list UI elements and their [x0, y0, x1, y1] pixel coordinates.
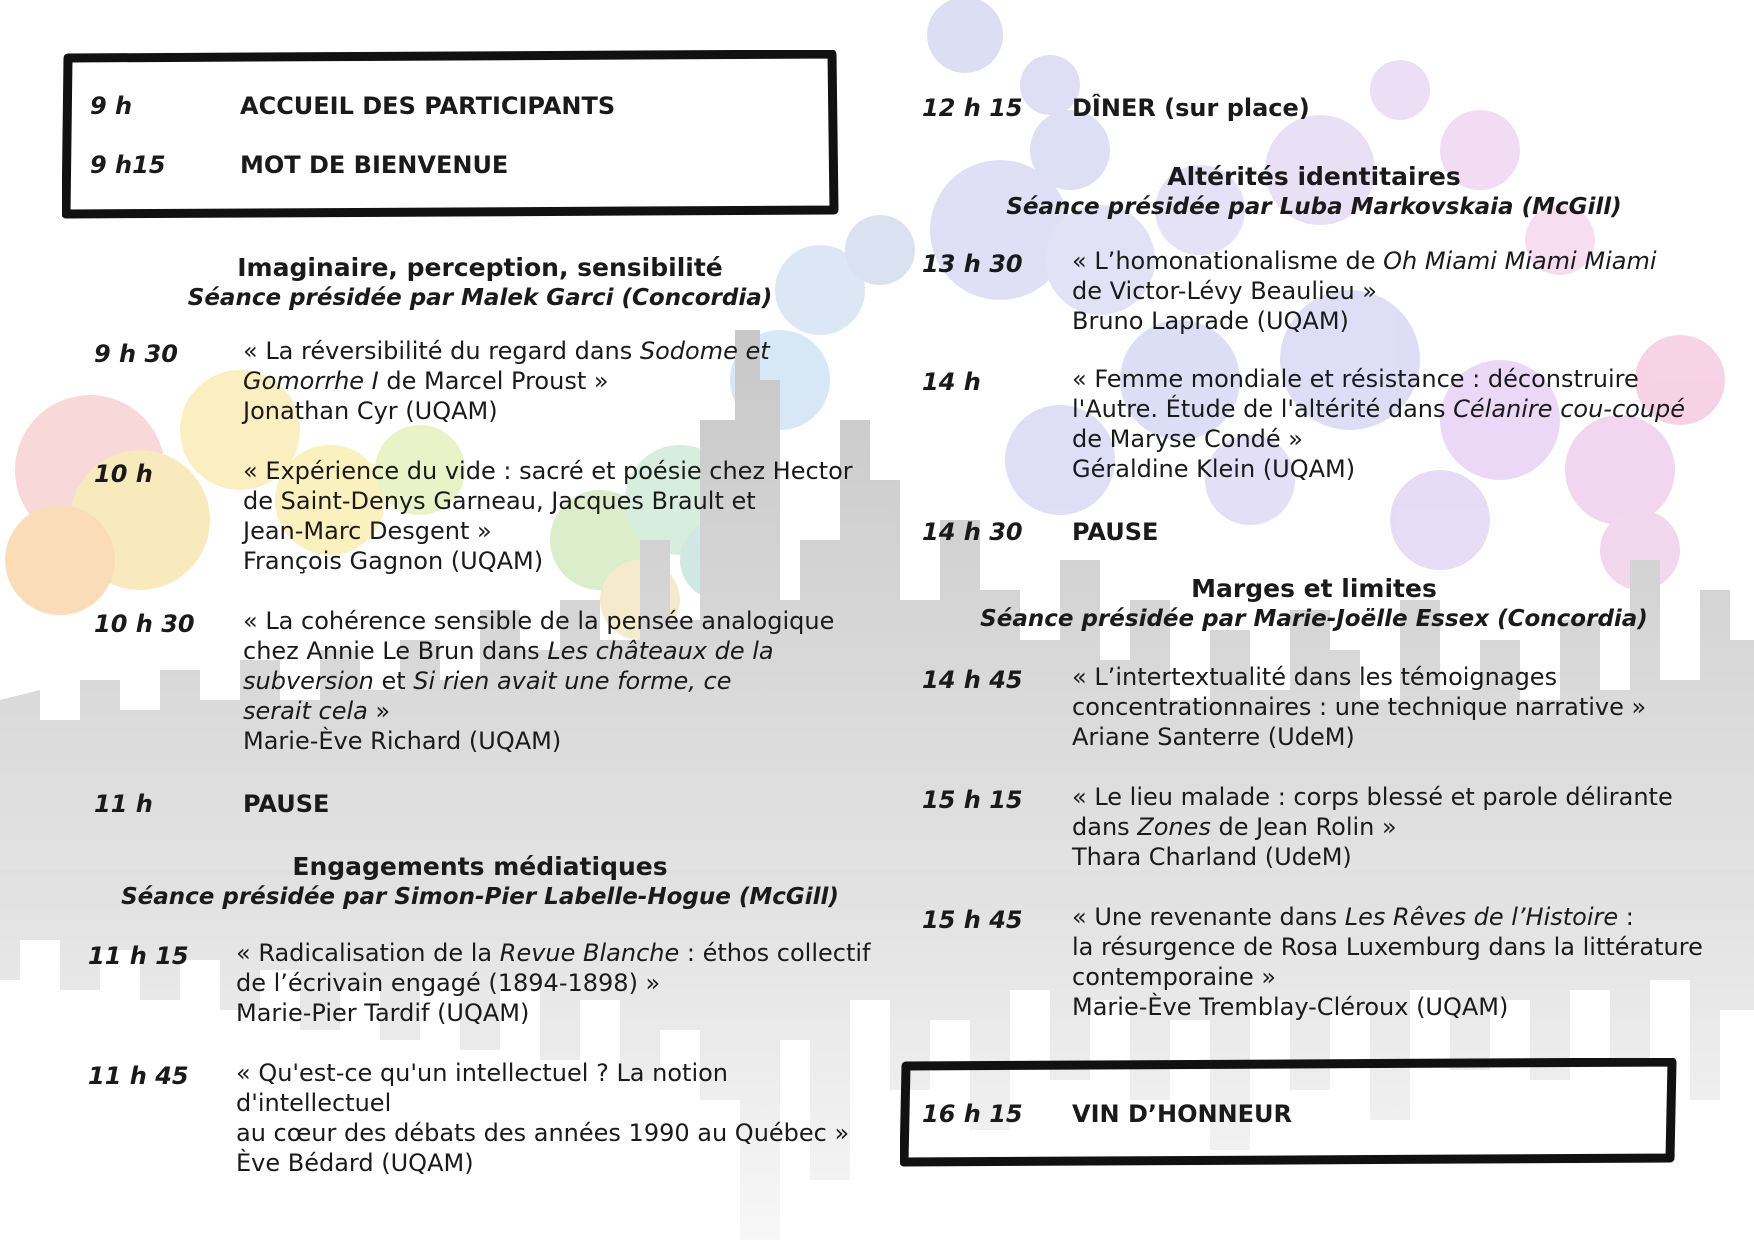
talk-text: « La cohérence sensible de la pensée analogique: [243, 607, 835, 635]
talk-text: l'Autre. Étude de l'altérité dans: [1072, 395, 1454, 423]
talk-line: [1072, 454, 1685, 484]
talk-line: [243, 606, 834, 636]
welcome-label-2: MOT DE BIENVENUE: [240, 151, 509, 179]
talk-text: contemporaine »: [1072, 963, 1277, 991]
talk-text: « Le lieu malade : corps blessé et parole délirante: [1072, 783, 1673, 811]
italic-title-text: Sodome et: [639, 337, 770, 365]
pause-label-1: PAUSE: [243, 790, 330, 818]
session-title: Engagements médiatiques: [292, 852, 668, 881]
talk-entry: [1072, 902, 1703, 1022]
talk-entry: [243, 606, 834, 756]
talk-time: 14 h 45: [922, 666, 1023, 694]
pause-label-2: PAUSE: [1072, 518, 1159, 546]
talk-entry: [236, 938, 871, 1028]
talk-line: [243, 726, 834, 756]
talk-text: « Qu'est-ce qu'un intellectuel ? La notion d'intellectuel: [236, 1059, 729, 1117]
talk-time: 15 h 45: [922, 906, 1023, 934]
pause-time-2: 14 h 30: [922, 518, 1023, 546]
talk-line: [236, 1148, 888, 1178]
closing-time: 16 h 15: [922, 1100, 1023, 1128]
closing-label: VIN D’HONNEUR: [1072, 1100, 1293, 1128]
talk-line: [243, 486, 853, 516]
talk-time: 11 h 15: [88, 942, 189, 970]
talk-line: [1072, 992, 1703, 1022]
session-header-3: [922, 162, 1706, 222]
talk-text: chez Annie Le Brun dans: [243, 637, 548, 665]
session-title: Altérités identitaires: [1167, 162, 1461, 191]
talk-text: « Femme mondiale et résistance : déconstruire: [1072, 365, 1639, 393]
session-chair: Séance présidée par Malek Garci (Concordia): [187, 285, 773, 311]
talk-text: « Radicalisation de la: [236, 939, 500, 967]
talk-text: « L’homonationalisme de: [1072, 247, 1384, 275]
italic-title-text: Les châteaux de la: [547, 637, 774, 665]
talk-line: [1072, 394, 1685, 424]
talk-text: Géraldine Klein (UQAM): [1072, 455, 1356, 483]
lunch-label-main: DÎNER: [1072, 94, 1156, 122]
talk-text: « Une revenante dans: [1072, 903, 1345, 931]
talk-text: concentrationnaires : une technique narrative »: [1072, 693, 1647, 721]
talk-line: [243, 366, 770, 396]
talk-text: Jean-Marc Desgent »: [243, 517, 492, 545]
talk-text: la résurgence de Rosa Luxemburg dans la littérature: [1072, 933, 1703, 961]
talk-line: [1072, 246, 1656, 276]
talk-entry: [1072, 662, 1646, 752]
talk-time: 9 h 30: [94, 340, 178, 368]
talk-line: [1072, 364, 1685, 394]
lunch-time: 12 h 15: [922, 94, 1023, 122]
talk-text: « L’intertextualité dans les témoignages: [1072, 663, 1558, 691]
talk-text: au cœur des débats des années 1990 au Québec »: [236, 1119, 850, 1147]
talk-text: :: [1618, 903, 1634, 931]
talk-text: Jonathan Cyr (UQAM): [243, 397, 498, 425]
talk-time: 13 h 30: [922, 250, 1023, 278]
talk-text: de l’écrivain engagé (1894-1898) »: [236, 969, 661, 997]
italic-title-text: Célanire cou-coupé: [1453, 395, 1686, 423]
talk-line: [236, 938, 871, 968]
talk-text: Thara Charland (UdeM): [1072, 843, 1352, 871]
italic-title-text: Gomorrhe I: [243, 367, 379, 395]
talk-text: Marie-Pier Tardif (UQAM): [236, 999, 530, 1027]
talk-line: [1072, 902, 1703, 932]
talk-line: [243, 516, 853, 546]
talk-entry: [1072, 364, 1685, 484]
talk-text: et: [373, 667, 414, 695]
lunch-label: [1072, 94, 1310, 122]
italic-title-text: Revue Blanche: [499, 939, 680, 967]
talk-line: [243, 456, 853, 486]
talk-line: [243, 336, 770, 366]
session-chair: Séance présidée par Simon-Pier Labelle-Hogue (McGill): [121, 884, 839, 910]
lunch-label-suffix: (sur place): [1155, 94, 1310, 122]
italic-title-text: subversion: [243, 667, 374, 695]
talk-text: de Maryse Condé »: [1072, 425, 1303, 453]
talk-line: [243, 546, 853, 576]
talk-text: : éthos collectif: [679, 939, 871, 967]
talk-line: [243, 396, 770, 426]
talk-text: Marie-Ève Richard (UQAM): [243, 727, 562, 755]
talk-entry: [236, 1058, 888, 1178]
talk-text: »: [367, 697, 391, 725]
talk-line: [1072, 842, 1673, 872]
session-chair: Séance présidée par Marie-Joëlle Essex (Concordia): [980, 606, 1648, 632]
session-header-4: [922, 574, 1706, 634]
talk-text: de Victor-Lévy Beaulieu »: [1072, 277, 1377, 305]
talk-entry: [243, 456, 853, 576]
talk-time: 10 h 30: [94, 610, 195, 638]
talk-text: « Expérience du vide : sacré et poésie chez Hector: [243, 457, 853, 485]
italic-title-text: Si rien avait une forme, ce: [413, 667, 732, 695]
italic-title-text: Oh Miami Miami Miami: [1383, 247, 1657, 275]
welcome-time-2: 9 h15: [90, 151, 166, 179]
talk-line: [243, 636, 834, 666]
talk-text: Bruno Laprade (UQAM): [1072, 307, 1349, 335]
session-chair: Séance présidée par Luba Markovskaia (McGill): [1006, 194, 1622, 220]
talk-time: 11 h 45: [88, 1062, 189, 1090]
talk-text: François Gagnon (UQAM): [243, 547, 544, 575]
pause-time-1: 11 h: [94, 790, 153, 818]
talk-line: [1072, 276, 1656, 306]
talk-line: [236, 998, 871, 1028]
talk-entry: [1072, 782, 1673, 872]
session-title: Marges et limites: [1191, 574, 1437, 603]
italic-title-text: Les Rêves de l’Histoire: [1344, 903, 1619, 931]
session-header-1: [88, 253, 872, 313]
welcome-time-1: 9 h: [90, 92, 133, 120]
talk-line: [1072, 424, 1685, 454]
talk-text: Ève Bédard (UQAM): [236, 1149, 474, 1177]
talk-line: [236, 1058, 888, 1118]
talk-line: [236, 1118, 888, 1148]
talk-text: Marie-Ève Tremblay-Cléroux (UQAM): [1072, 993, 1509, 1021]
italic-title-text: serait cela: [243, 697, 368, 725]
talk-line: [1072, 692, 1646, 722]
session-header-2: [88, 852, 872, 912]
talk-text: « La réversibilité du regard dans: [243, 337, 640, 365]
talk-time: 15 h 15: [922, 786, 1023, 814]
talk-text: de Jean Rolin »: [1210, 813, 1397, 841]
talk-line: [1072, 812, 1673, 842]
talk-line: [243, 696, 834, 726]
talk-text: de Saint-Denys Garneau, Jacques Brault et: [243, 487, 756, 515]
talk-text: Ariane Santerre (UdeM): [1072, 723, 1355, 751]
talk-entry: [1072, 246, 1656, 336]
talk-text: de Marcel Proust »: [378, 367, 609, 395]
talk-entry: [243, 336, 770, 426]
talk-time: 14 h: [922, 368, 981, 396]
talk-time: 10 h: [94, 460, 153, 488]
talk-line: [1072, 962, 1703, 992]
talk-line: [236, 968, 871, 998]
talk-line: [243, 666, 834, 696]
talk-line: [1072, 662, 1646, 692]
talk-line: [1072, 782, 1673, 812]
talk-line: [1072, 722, 1646, 752]
session-title: Imaginaire, perception, sensibilité: [237, 253, 723, 282]
talk-text: dans: [1072, 813, 1138, 841]
talk-line: [1072, 306, 1656, 336]
welcome-box-frame: [62, 50, 840, 220]
italic-title-text: Zones: [1137, 813, 1211, 841]
welcome-label-1: ACCUEIL DES PARTICIPANTS: [240, 92, 616, 120]
talk-line: [1072, 932, 1703, 962]
